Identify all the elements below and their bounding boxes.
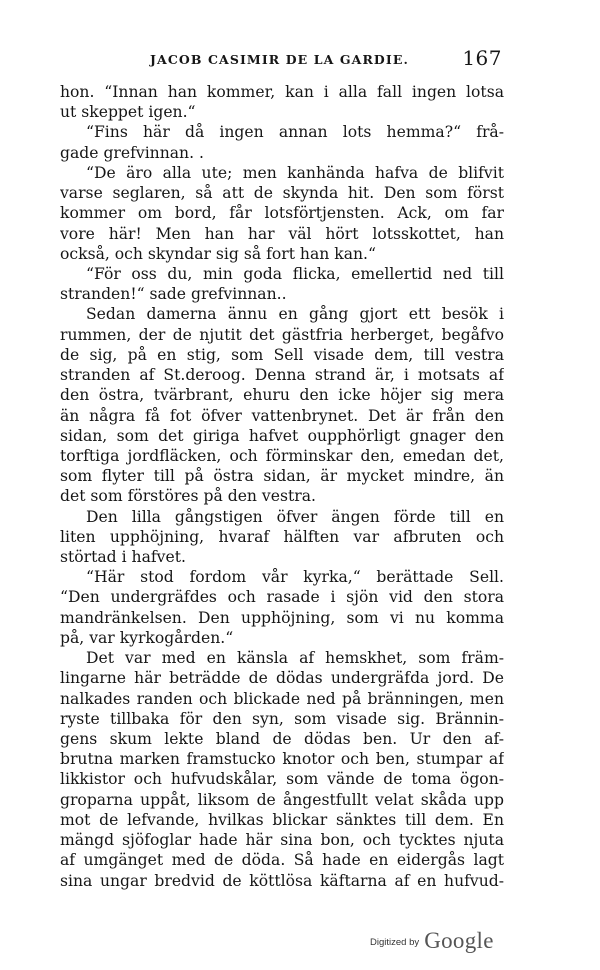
text-line: kommer om bord, får lotsförtjensten. Ack, om far xyxy=(60,204,504,223)
digitized-by-label: Digitized by xyxy=(370,937,420,948)
text-line: ut skeppet igen.“ xyxy=(60,103,196,122)
text-line: “Den undergräfdes och rasade i sjön vid den stora xyxy=(60,588,504,607)
text-line: det som förstöres på den vestra. xyxy=(60,487,316,506)
body-text xyxy=(60,82,504,891)
text-line: än några få fot öfver vattenbrynet. Det är från den xyxy=(60,406,504,425)
text-line: stranden af St.deroog. Denna strand är, i motsats af xyxy=(60,366,504,385)
text-line: också, och skyndar sig så fort han kan.“ xyxy=(60,244,376,263)
text-line: torftiga jordfläcken, och förminskar den, emedan det, xyxy=(60,446,504,465)
text-line: af umgänget med de döda. Så hade en eidergås lagt xyxy=(60,851,504,870)
text-line: som flyter till på östra sidan, är mycket mindre, än xyxy=(60,467,504,486)
text-line: Det var med en känsla af hemskhet, som främ- xyxy=(86,649,504,668)
text-line: “De äro alla ute; men kanhända hafva de blifvit xyxy=(86,163,504,182)
text-line: groparna uppåt, liksom de ångestfullt velat skåda upp xyxy=(60,790,504,809)
text-line: “Här stod fordom vår kyrka,“ berättade Sell. xyxy=(86,568,504,587)
text-line: liten upphöjning, hvaraf hälften var afbruten och xyxy=(60,527,504,546)
text-line: sidan, som det giriga hafvet oupphörligt gnager den xyxy=(60,426,504,445)
text-line: gens skum lekte bland de dödas ben. Ur den af- xyxy=(60,730,504,748)
google-logo: Google xyxy=(424,928,494,953)
text-line: mandränkelsen. Den upphöjning, som vi nu komma xyxy=(60,608,504,627)
text-line: rummen, der de njutit det gästfria herberget, begåfvo xyxy=(60,325,504,344)
text-line: nalkades randen och blickade ned på bränningen, men xyxy=(60,689,504,708)
text-line: mängd sjöfoglar hade här sina bon, och tycktes njuta xyxy=(60,831,504,850)
text-line: de sig, på en stig, som Sell visade dem, till vestra xyxy=(60,345,504,364)
text-line: vore här! Men han har väl hört lotsskottet, han xyxy=(60,224,504,243)
text-line: brutna marken framstucko knotor och ben, stumpar af xyxy=(60,750,504,769)
text-line: mot de lefvande, hvilkas blickar sänktes till dem. En xyxy=(60,810,504,829)
digitized-by-google-watermark xyxy=(370,928,520,958)
text-line: stranden!“ sade grefvinnan.. xyxy=(60,285,287,304)
text-line: ryste tillbaka för den syn, som visade sig. Brännin- xyxy=(60,709,504,728)
text-line: lingarne här beträdde de dödas undergräfda jord. De xyxy=(60,669,504,688)
text-line: gade grefvinnan. . xyxy=(60,143,204,162)
text-line: på, var kyrkogården.“ xyxy=(60,628,234,647)
running-title: JACOB CASIMIR DE LA GARDIE. xyxy=(150,52,409,67)
text-line: likkistor och hufvudskålar, som vände de toma ögon- xyxy=(60,770,504,789)
text-line: Sedan damerna ännu en gång gjort ett besök i xyxy=(86,305,504,324)
text-line: sina ungar bredvid de köttlösa käftarna af en hufvud- xyxy=(60,871,504,890)
text-line: “För oss du, min goda flicka, emellertid ned till xyxy=(86,264,504,283)
text-line: varse seglaren, så att de skynda hit. Den som först xyxy=(60,184,504,203)
text-line: hon. “Innan han kommer, kan i alla fall ingen lotsa xyxy=(60,83,504,101)
page-number: 167 xyxy=(462,46,502,70)
text-line: den östra, tvärbrant, ehuru den icke höjer sig mera xyxy=(60,386,504,405)
running-head xyxy=(62,46,504,72)
text-line: störtad i hafvet. xyxy=(60,548,186,567)
text-line: “Fins här då ingen annan lots hemma?“ frå- xyxy=(86,123,504,142)
text-line: Den lilla gångstigen öfver ängen förde till en xyxy=(86,507,504,526)
